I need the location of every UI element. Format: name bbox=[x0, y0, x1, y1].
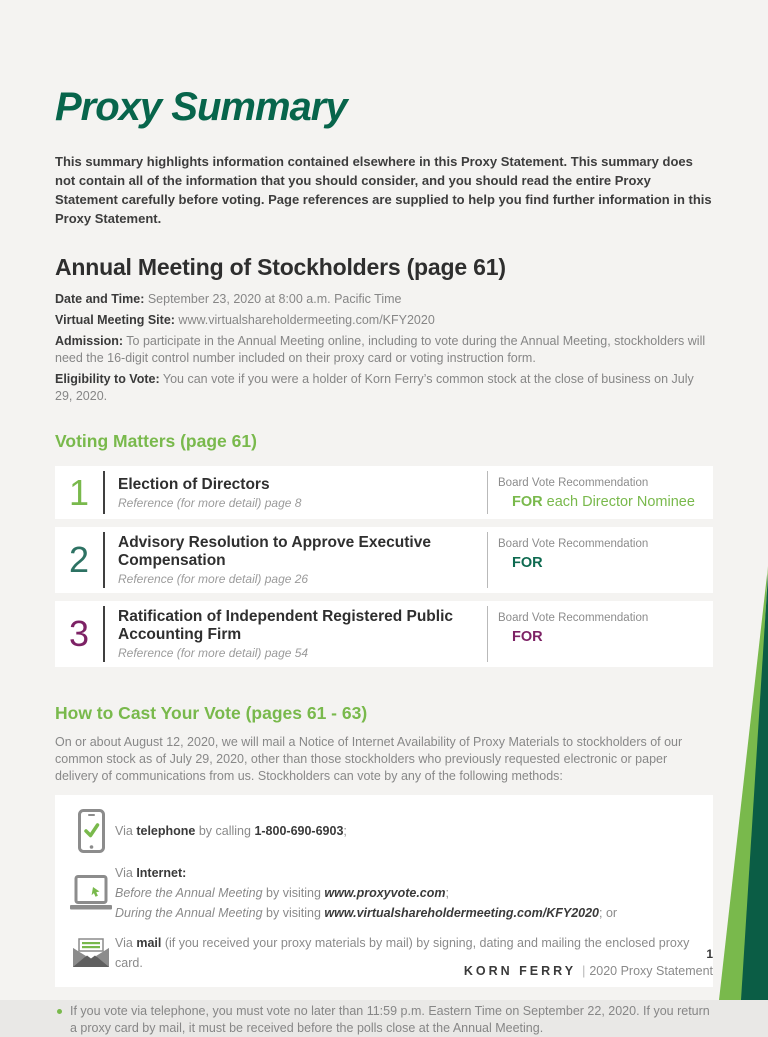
detail-value: You can vote if you were a holder of Korn Ferry’s common stock at the close of business on July 29, 2020. bbox=[55, 372, 694, 403]
method-internet bbox=[67, 859, 697, 927]
internet-line-before: Before the Annual Meeting by visiting www.proxyvote.com; bbox=[115, 886, 449, 900]
proposal-title: Election of Directors bbox=[118, 475, 270, 493]
board-vote-recommendation-value: FOR bbox=[512, 629, 543, 645]
voting-matters-heading: Voting Matters (page 61) bbox=[55, 431, 257, 451]
board-vote-recommendation-value: FOR each Director Nominee bbox=[512, 494, 695, 510]
detail-value: To participate in the Annual Meeting online, including to vote during the Annual Meeting, stockholders will need the 16-digit control number included on their proxy card or voting instruction form. bbox=[55, 334, 706, 365]
annual-meeting-heading: Annual Meeting of Stockholders (page 61) bbox=[55, 254, 506, 280]
board-vote-recommendation-value: FOR bbox=[512, 555, 543, 571]
proposal-number: 2 bbox=[55, 532, 105, 588]
detail-value: September 23, 2020 at 8:00 a.m. Pacific Time bbox=[144, 292, 402, 306]
method-telephone: Via telephone by calling 1-800-690-6903; bbox=[67, 805, 697, 859]
how-to-vote-intro: On or about August 12, 2020, we will mail a Notice of Internet Availability of Proxy Materials to stockholders of our common stock as of July 29, 2020, other than those stockholders who previously requested electronic or paper delivery of communications from us. Stockholders can vote by any of the following methods: bbox=[55, 735, 683, 783]
telephone-deadline-note bbox=[55, 1003, 713, 1037]
detail-date-time bbox=[55, 291, 713, 308]
proposal-number: 1 bbox=[55, 471, 105, 514]
how-to-vote-heading: How to Cast Your Vote (pages 61 - 63) bbox=[55, 703, 368, 723]
page-footer bbox=[464, 947, 713, 978]
footer-statement: 2020 Proxy Statement bbox=[589, 964, 713, 978]
detail-label: Virtual Meeting Site: bbox=[55, 313, 175, 327]
proposal-reference: Reference (for more detail) page 26 bbox=[118, 572, 309, 586]
proposal-reference: Reference (for more detail) page 8 bbox=[118, 495, 302, 510]
detail-admission bbox=[55, 333, 713, 367]
voting-matters-list bbox=[55, 466, 713, 667]
meeting-details bbox=[55, 291, 713, 405]
proposal-reference: Reference (for more detail) page 54 bbox=[118, 646, 309, 660]
voting-matter-row-1 bbox=[55, 466, 713, 519]
internet-line-during: During the Annual Meeting by visiting www.virtualshareholdermeeting.com/KFY2020; or bbox=[115, 906, 618, 920]
note-text: If you vote via telephone, you must vote no later than 11:59 p.m. Eastern Time on September 22, 2020. If you return a proxy card by mail, it must be received before the polls close at the Annual Meeting. bbox=[70, 1004, 710, 1035]
voting-matter-row-2 bbox=[55, 527, 713, 593]
telephone-icon bbox=[67, 809, 115, 853]
detail-eligibility bbox=[55, 371, 713, 405]
method-mail: Via mail (if you received your proxy materials by mail) by signing, dating and mailing the enclosed proxy card. bbox=[67, 927, 697, 975]
detail-virtual-site bbox=[55, 312, 713, 329]
detail-label: Date and Time: bbox=[55, 292, 145, 306]
proposal-number: 3 bbox=[55, 606, 105, 662]
detail-value: www.virtualshareholdermeeting.com/KFY2020 bbox=[174, 313, 435, 327]
internet-line-title: Via Internet: bbox=[115, 866, 187, 880]
proposal-title: Ratification of Independent Registered Public Accounting Firm bbox=[118, 608, 454, 643]
board-vote-recommendation-label: Board Vote Recommendation bbox=[498, 538, 649, 550]
page-title: Proxy Summary bbox=[55, 85, 347, 129]
board-vote-recommendation-label: Board Vote Recommendation bbox=[498, 477, 649, 489]
footer-separator: | bbox=[582, 964, 586, 978]
proxyvote-link[interactable]: www.proxyvote.com bbox=[324, 886, 446, 900]
bullet-icon bbox=[57, 1009, 62, 1014]
virtualshareholdermeeting-link[interactable]: www.virtualshareholdermeeting.com/KFY2020 bbox=[324, 906, 600, 920]
page-number: 1 bbox=[706, 947, 713, 961]
mail-icon bbox=[67, 938, 115, 968]
detail-label: Admission: bbox=[55, 334, 124, 348]
korn-ferry-logo: KORN FERRY bbox=[463, 964, 577, 978]
board-vote-recommendation-label: Board Vote Recommendation bbox=[498, 612, 649, 624]
laptop-icon bbox=[67, 875, 115, 912]
intro-paragraph: This summary highlights information contained elsewhere in this Proxy Statement. This summary does not contain all of the information that you should consider, and you should read the entire Proxy Statement carefully before voting. Page references are supplied to help you find further information in this Proxy Statement. bbox=[55, 154, 712, 226]
detail-label: Eligibility to Vote: bbox=[55, 372, 160, 386]
voting-matter-row-3 bbox=[55, 601, 713, 667]
proposal-title: Advisory Resolution to Approve Executive Compensation bbox=[118, 534, 431, 569]
